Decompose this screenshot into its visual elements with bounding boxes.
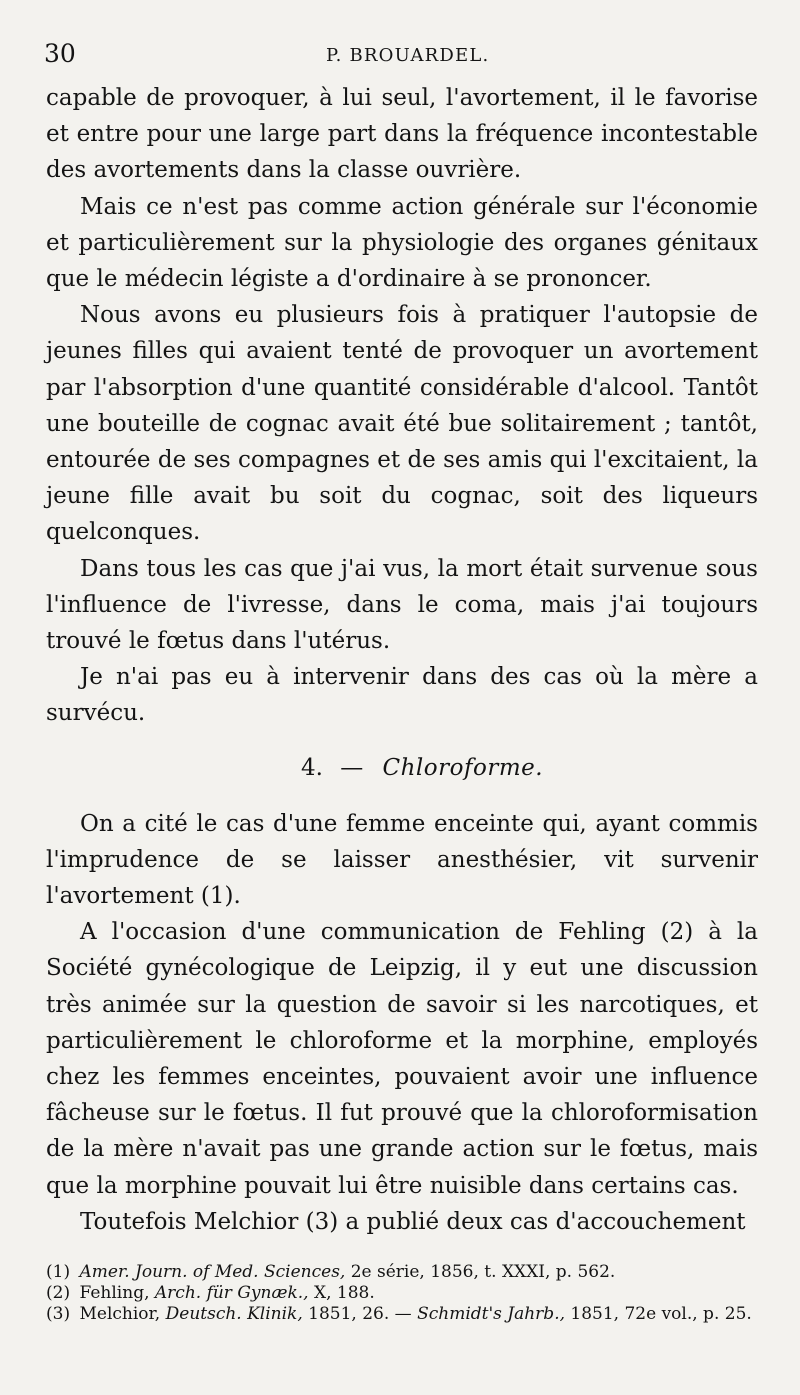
footnote-author: Fehling, <box>79 1283 150 1303</box>
footnote-mark: (2) <box>46 1283 71 1303</box>
footnote-source: Arch. für Gynæk., <box>154 1283 309 1303</box>
footnote-text: 2e série, 1856, t. XXXI, p. 562. <box>350 1262 616 1282</box>
paragraph: Je n'ai pas eu à intervenir dans des cas où la mère a survécu. <box>46 664 758 727</box>
footnotes <box>46 1262 758 1325</box>
paragraph: Mais ce n'est pas comme action générale sur l'économie et particulièrement sur la physiologie des organes génitaux que le médecin légiste a d'ordinaire à se prononcer. <box>46 193 758 293</box>
section-number: 4. <box>300 754 323 781</box>
footnote-source-secondary: Schmidt's Jahrb., <box>417 1304 565 1324</box>
footnote-author: Melchior, <box>79 1304 161 1324</box>
footnote-2 <box>46 1283 758 1304</box>
footnote-source: Deutsch. Klinik, <box>165 1304 303 1324</box>
paragraph: Toutefois Melchior (3) a publié deux cas d'accouchement <box>80 1208 746 1235</box>
footnote-text: 1851, 72e vol., p. 25. <box>570 1304 752 1324</box>
section-dash: — <box>340 754 364 781</box>
footnote-1 <box>46 1262 758 1283</box>
footnote-3 <box>46 1304 758 1325</box>
footnote-text: X, 188. <box>313 1283 375 1303</box>
footnote-mark: (1) <box>46 1262 71 1282</box>
paragraph: Nous avons eu plusieurs fois à pratiquer l'autopsie de jeunes filles qui avaient tenté de provoquer un avortement par l'absorption d'une quantité considérable d'alcool. Tantôt une bouteille de cognac avait été bue solitairement ; tantôt, entourée de ses compagnes et de ses amis qui l'excitaient, la jeune fille avait bu soit du cognac, soit des liqueurs quelconques. <box>46 302 758 546</box>
footnote-text: 1851, 26. — <box>308 1304 412 1324</box>
section-title: Chloroforme. <box>382 754 544 781</box>
running-head <box>44 36 756 72</box>
paragraph: On a cité le cas d'une femme enceinte qui, ayant commis l'imprudence de se laisser anesthésier, vit survenir l'avortement (1). <box>46 810 758 910</box>
footnote-mark: (3) <box>46 1304 71 1324</box>
page-number: 30 <box>44 39 76 68</box>
body-text <box>46 80 758 1240</box>
paragraph-continuation: capable de provoquer, à lui seul, l'avortement, il le favorise et entre pour une large part dans la fréquence incontestable des avortements dans la classe ouvrière. <box>46 85 758 184</box>
footnote-source: Amer. Journ. of Med. Sciences, <box>79 1262 346 1282</box>
paragraph: A l'occasion d'une communication de Fehling (2) à la Société gynécologique de Leipzig, il y eut une discussion très animée sur la question de savoir si les narcotiques, et particulièrement le chloroforme et la morphine, employés chez les femmes enceintes, pouvaient avoir une influence fâcheuse sur le fœtus. Il fut prouvé que la chloroformisation de la mère n'avait pas une grande action sur le fœtus, mais que la morphine pouvait lui être nuisible dans certains cas. <box>46 919 758 1199</box>
section-heading <box>46 750 758 786</box>
running-title: P. BROUARDEL. <box>326 45 490 66</box>
paragraph: Dans tous les cas que j'ai vus, la mort était survenue sous l'influence de l'ivresse, dans le coma, mais j'ai toujours trouvé le fœtus dans l'utérus. <box>46 555 758 655</box>
